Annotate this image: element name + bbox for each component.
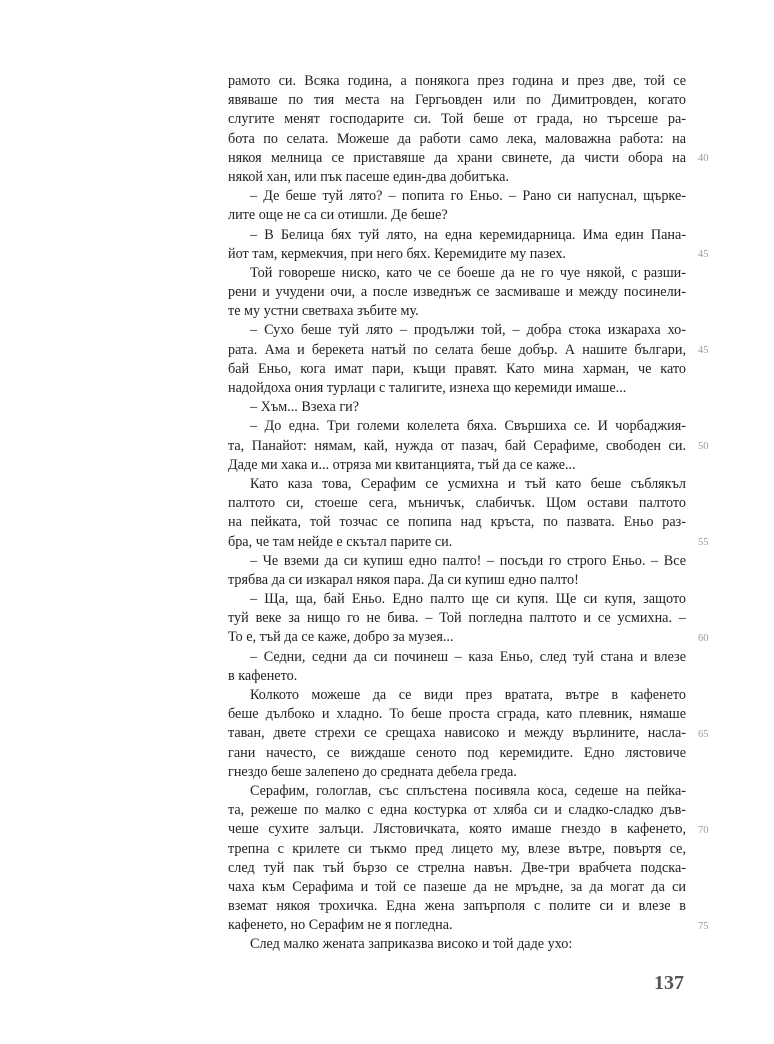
text-line: те му устни светваха зъбите му.	[228, 303, 419, 320]
margin-line-number: 60	[698, 632, 709, 644]
text-line: йот там, кермекчия, при него бях. Керемидите му пазех.	[228, 245, 566, 262]
margin-line-number: 50	[698, 440, 709, 452]
margin-line-number: 65	[698, 728, 709, 740]
text-line: та, режеше по малко с една костурка от хляба си и сладко-сладко дъв-	[228, 802, 686, 819]
text-line: лите още не са си отишли. Де беше?	[228, 207, 448, 224]
margin-line-number: 45	[698, 248, 709, 260]
text-line: туй веке за нищо го не бива. – Той погледна палтото и се усмихна. –	[228, 610, 686, 627]
text-line: – Че вземи да си купиш едно палто! – посъди го строго Еньо. – Все	[250, 552, 686, 569]
text-line: рата. Ама и берекета натъй по селата беше добър. А нашите българи,	[228, 341, 686, 358]
text-line: надойдоха ония турлаци с талигите, изнеха що керемиди имаше...	[228, 380, 627, 396]
text-line: Колкото можеше да се види през вратата, вътре в кафенето	[250, 687, 686, 703]
margin-line-number: 55	[698, 536, 709, 548]
text-line: беше дълбоко и хладно. То беше проста сграда, като плевник, нямаше	[228, 706, 686, 723]
text-line: гнездо беше залепено до средната дебела греда.	[228, 763, 517, 780]
text-line: палтото си, стоеше сега, мъничък, слабичък. Щом остави палтото	[228, 495, 686, 512]
text-line: в кафенето.	[228, 667, 298, 684]
text-line: рамото си. Всяка година, а понякога през година и през две, той се	[228, 73, 686, 89]
text-line: – В Белица бях туй лято, на една керемидарница. Има един Пана-	[250, 226, 686, 243]
text-line: Той говореше ниско, като че се боеше да не го чуе някой, с разши-	[250, 264, 686, 281]
body-text	[228, 72, 686, 955]
text-line: – До една. Три големи колелета бяха. Свършиха се. И чорбаджия-	[250, 418, 686, 435]
text-line: – Ща, ща, бай Еньо. Едно палто ще си купя. Ще си купя, защото	[250, 591, 686, 608]
text-line: След малко жената заприказва високо и той даде ухо:	[250, 936, 573, 953]
text-line: вземат някоя трохичка. Една жена запърполя с полите си и влезе в	[228, 898, 686, 915]
page-number: 137	[654, 972, 684, 994]
text-line: бай Еньо, кога имат пари, къщи правят. Като мина харман, че като	[228, 360, 686, 377]
text-line: след туй пак тъй бързо се стрелна навън. Две-три врабчета подска-	[228, 859, 686, 876]
text-line: рени и учудени очи, а после изведнъж се засмиваше и между посинели-	[228, 284, 686, 301]
text-line: таван, двете стрехи се срещаха нависоко и между върлините, насла-	[228, 725, 686, 742]
text-line: трепна с крилете си тъкмо пред лицето му, влезе вътре, повъртя се,	[228, 840, 686, 857]
text-line: Серафим, гологлав, със сплъстена посивяла коса, седеше на пейка-	[250, 782, 686, 799]
text-line: на пейката, той тозчас се попипа над кръста, по пазвата. Еньо раз-	[228, 514, 686, 531]
text-line: чеше сухите залъци. Лястовичката, която имаше гнездо в кафенето,	[228, 821, 686, 838]
text-line: бота по селата. Можеше да работи само лека, маловажна работа: на	[228, 130, 686, 147]
text-line: слугите менят господарите си. Той беше от града, но търсеше ра-	[228, 111, 686, 128]
margin-line-number: 40	[698, 152, 709, 164]
text-line: чаха към Серафима и той се пазеше да не мръдне, за да могат да си	[228, 878, 686, 895]
text-line: – Седни, седни да си починеш – каза Еньо, след туй стана и влезе	[250, 648, 686, 665]
text-line: бра, че там нейде е скътал парите си.	[228, 533, 453, 550]
text-line: Като каза това, Серафим се усмихна и тъй като беше съблякъл	[250, 475, 686, 492]
text-line: кафенето, но Серафим не я погледна.	[228, 917, 453, 934]
text-line: – Де беше туй лято? – попита го Еньо. – Рано си напуснал, щърке-	[250, 188, 686, 205]
margin-line-number: 45	[698, 344, 709, 356]
text-line: – Сухо беше туй лято – продължи той, – добра стока изкараха хо-	[250, 322, 686, 339]
margin-line-number: 75	[698, 920, 709, 932]
text-line: трябва да си изкарал някоя пара. Да си купиш едно палто!	[228, 571, 579, 588]
text-line: някой хан, или пък пасеше един-два добитъка.	[228, 168, 510, 185]
text-line: та, Панайот: нямам, кай, нужда от пазач, бай Серафиме, свободен си.	[228, 437, 686, 454]
text-line: То е, тъй да се каже, добро за музея...	[228, 629, 454, 646]
margin-line-number: 70	[698, 824, 709, 836]
text-line: някоя мелница се приставяше да храни свинете, да чисти обора на	[228, 149, 686, 166]
text-line: явяваше по тия места на Гергьовден или по Димитровден, когато	[228, 92, 686, 109]
text-line: – Хъм... Взеха ги?	[250, 399, 360, 416]
text-line: гани начесто, се виждаше сеното под керемидите. Едно лястовиче	[228, 744, 686, 761]
text-line: Даде ми хака и... отряза ми квитанцията, тъй да се каже...	[228, 456, 576, 473]
